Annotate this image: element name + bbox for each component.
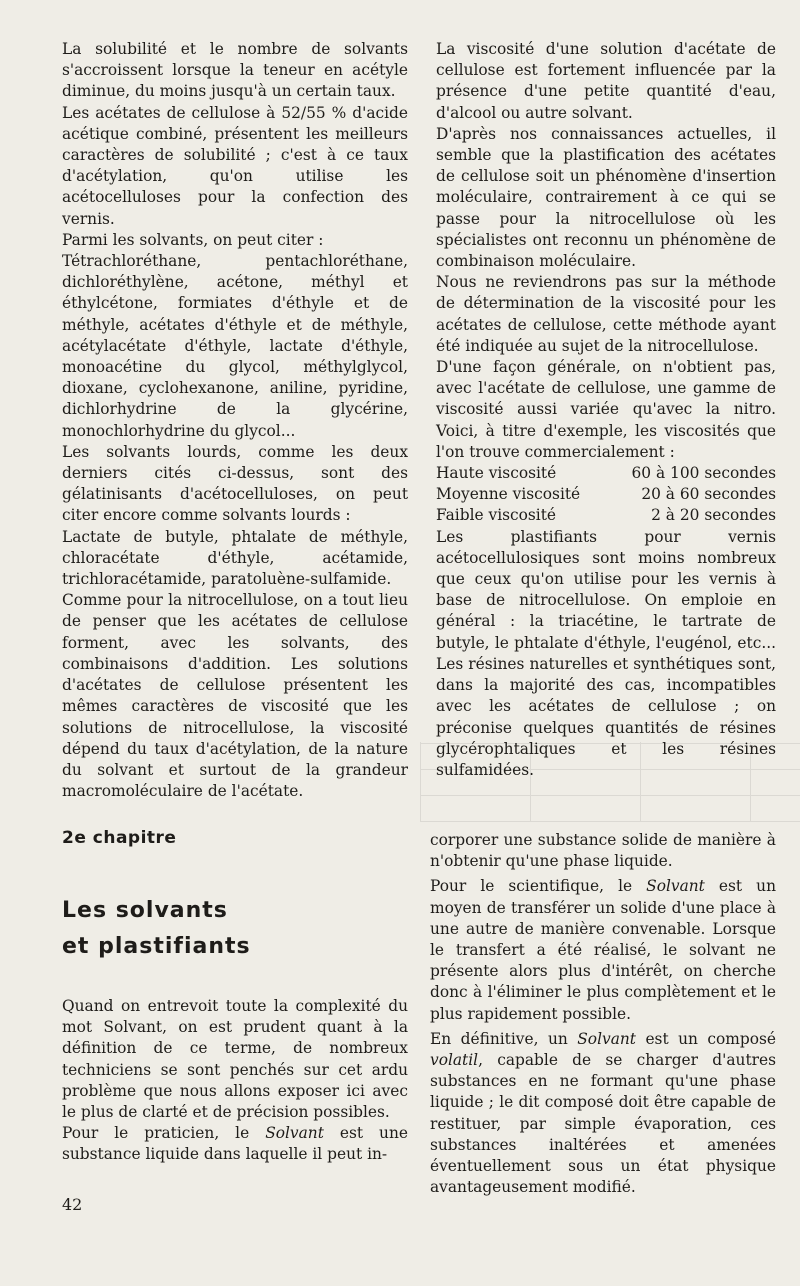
chapter-title-line: Les solvants <box>62 898 228 923</box>
viscosity-value: 60 à 100 secondes <box>631 464 776 483</box>
paragraph: D'une façon générale, on n'obtient pas, avec l'acétate de cellulose, une gamme de viscosité aussi variée qu'avec la nitro. Voici, à titre d'exemple, les viscosités que l'on trouve commercialement : <box>436 358 776 461</box>
text-run: En définitive, un <box>430 1029 578 1048</box>
viscosity-list <box>436 463 776 527</box>
viscosity-label: Moyenne viscosité <box>436 485 581 504</box>
viscosity-value: 20 à 60 secondes <box>641 485 776 504</box>
viscosity-value: 2 à 20 secondes <box>651 506 776 525</box>
paragraph: Nous ne reviendrons pas sur la méthode de détermination de la viscosité pour les acétates de cellulose, cette méthode ayant été indiquée au sujet de la nitrocellulose. <box>436 273 776 355</box>
emphasis: Solvant <box>265 1124 324 1143</box>
top-right-column <box>436 39 776 781</box>
text-run: Pour le scientifique, le <box>430 877 647 896</box>
paragraph: Les acétates de cellulose à 52/55 % d'acide acétique combiné, présentent les meilleurs caractères de solubilité ; c'est à ce taux d'acétylation, qu'on utilise les acétocelluloses pour la confection des vernis. <box>62 103 408 228</box>
paragraph: D'après nos connaissances actuelles, il semble que la plastification des acétates de cellulose soit un phénomène d'insertion moléculaire, contrairement à ce qui se passe pour la nitrocellulose où les spécialistes ont reconnu un phénomène de combinaison moléculaire. <box>436 124 776 271</box>
emphasis: volatil <box>430 1051 479 1070</box>
show-through-table <box>420 742 800 822</box>
text-run: Pour le praticien, le <box>62 1124 266 1143</box>
text-run: est un composé <box>635 1029 777 1048</box>
text-run: est un moyen de transférer un solide d'une place à une autre de manière convenable. Lorsque le transfert a été réalisé, le solvant ne présente alors plus d'intérêt, on cherche donc à l'éliminer le plus complètement et le plus rapidement possible. <box>430 877 776 1023</box>
paragraph <box>430 1029 776 1199</box>
text-run: est une substance liquide dans laquelle il peut in- <box>62 1124 408 1164</box>
paragraph: Tétrachloréthane, pentachloréthane, dichloréthylène, acétone, méthyl et éthylcétone, formiates d'éthyle et de méthyle, acétates d'éthyle et de méthyle, acétylacétate d'éthyle, lactate d'éthyle, monoacétine du glycol, méthylglycol, dioxane, cyclohexanone, aniline, pyridine, dichlorhydrine de la glycérine, monochlorhydrine du glycol... <box>62 252 408 440</box>
chapter-title <box>62 893 392 965</box>
viscosity-row <box>436 484 776 505</box>
emphasis: Solvant <box>577 1029 636 1048</box>
text-run: , capable de se charger d'autres substances en ne formant qu'une phase liquide ; le dit composé doit être capable de restituer, par simple évaporation, ces substances inaltérées et amenées éventuellement sous un état physique avantageusement modifié. <box>430 1051 776 1197</box>
paragraph: Lactate de butyle, phtalate de méthyle, chloracétate d'éthyle, acétamide, trichloracétamide, paratoluène-sulfamide. <box>62 527 408 589</box>
bottom-left-column <box>62 996 408 1166</box>
viscosity-row <box>436 505 776 526</box>
paragraph: La solubilité et le nombre de solvants s'accroissent lorsque la teneur en acétyle diminue, du moins jusqu'à un certain taux. <box>62 40 408 101</box>
chapter-label: 2e chapitre <box>62 828 177 848</box>
paragraph: Comme pour la nitrocellulose, on a tout lieu de penser que les acétates de cellulose forment, avec les solvants, des combinaisons d'addition. Les solutions d'acétates de cellulose présentent les mêmes caractères de viscosité que les solutions de nitrocellulose, la viscosité dépend du taux d'acétylation, de la nature du solvant et surtout de la grandeur macromoléculaire de l'acétate. <box>62 591 408 801</box>
bottom-right-column <box>430 830 776 1198</box>
paragraph: Parmi les solvants, on peut citer : <box>62 230 324 249</box>
emphasis: Solvant <box>646 877 705 896</box>
paragraph: Les plastifiants pour vernis acétocellulosiques sont moins nombreux que ceux qu'on utilise pour les vernis à base de nitrocellulose. On emploie en général : la triacétine, le tartrate de butyle, le phtalate d'éthyle, l'eugénol, etc... Les résines naturelles et synthétiques sont, dans la majorité des cas, incompatibles avec les acétates de cellulose ; on préconise quelques quantités de résines glycérophtaliques et les résines sulfamidées. <box>436 527 776 779</box>
viscosity-label: Faible viscosité <box>436 506 557 525</box>
viscosity-label: Haute viscosité <box>436 464 557 483</box>
top-left-column <box>62 39 408 802</box>
paragraph: corporer une substance solide de manière à n'obtenir qu'une phase liquide. <box>430 831 776 871</box>
paragraph <box>62 1123 408 1165</box>
paragraph <box>430 876 776 1024</box>
viscosity-row <box>436 463 776 484</box>
paragraph: La viscosité d'une solution d'acétate de cellulose est fortement influencée par la présence d'une petite quantité d'eau, d'alcool ou autre solvant. <box>436 40 776 122</box>
paragraph: Les solvants lourds, comme les deux derniers cités ci-dessus, sont des gélatinisants d'acétocelluloses, on peut citer encore comme solvants lourds : <box>62 442 408 525</box>
paragraph: Quand on entrevoit toute la complexité du mot Solvant, on est prudent quant à la définition de ce terme, de nombreux techniciens se sont penchés sur cet ardu problème que nous allons exposer ici avec le plus de clarté et de précision possibles. <box>62 997 408 1122</box>
page-number: 42 <box>62 1195 83 1214</box>
chapter-title-line: et plastifiants <box>62 934 251 959</box>
